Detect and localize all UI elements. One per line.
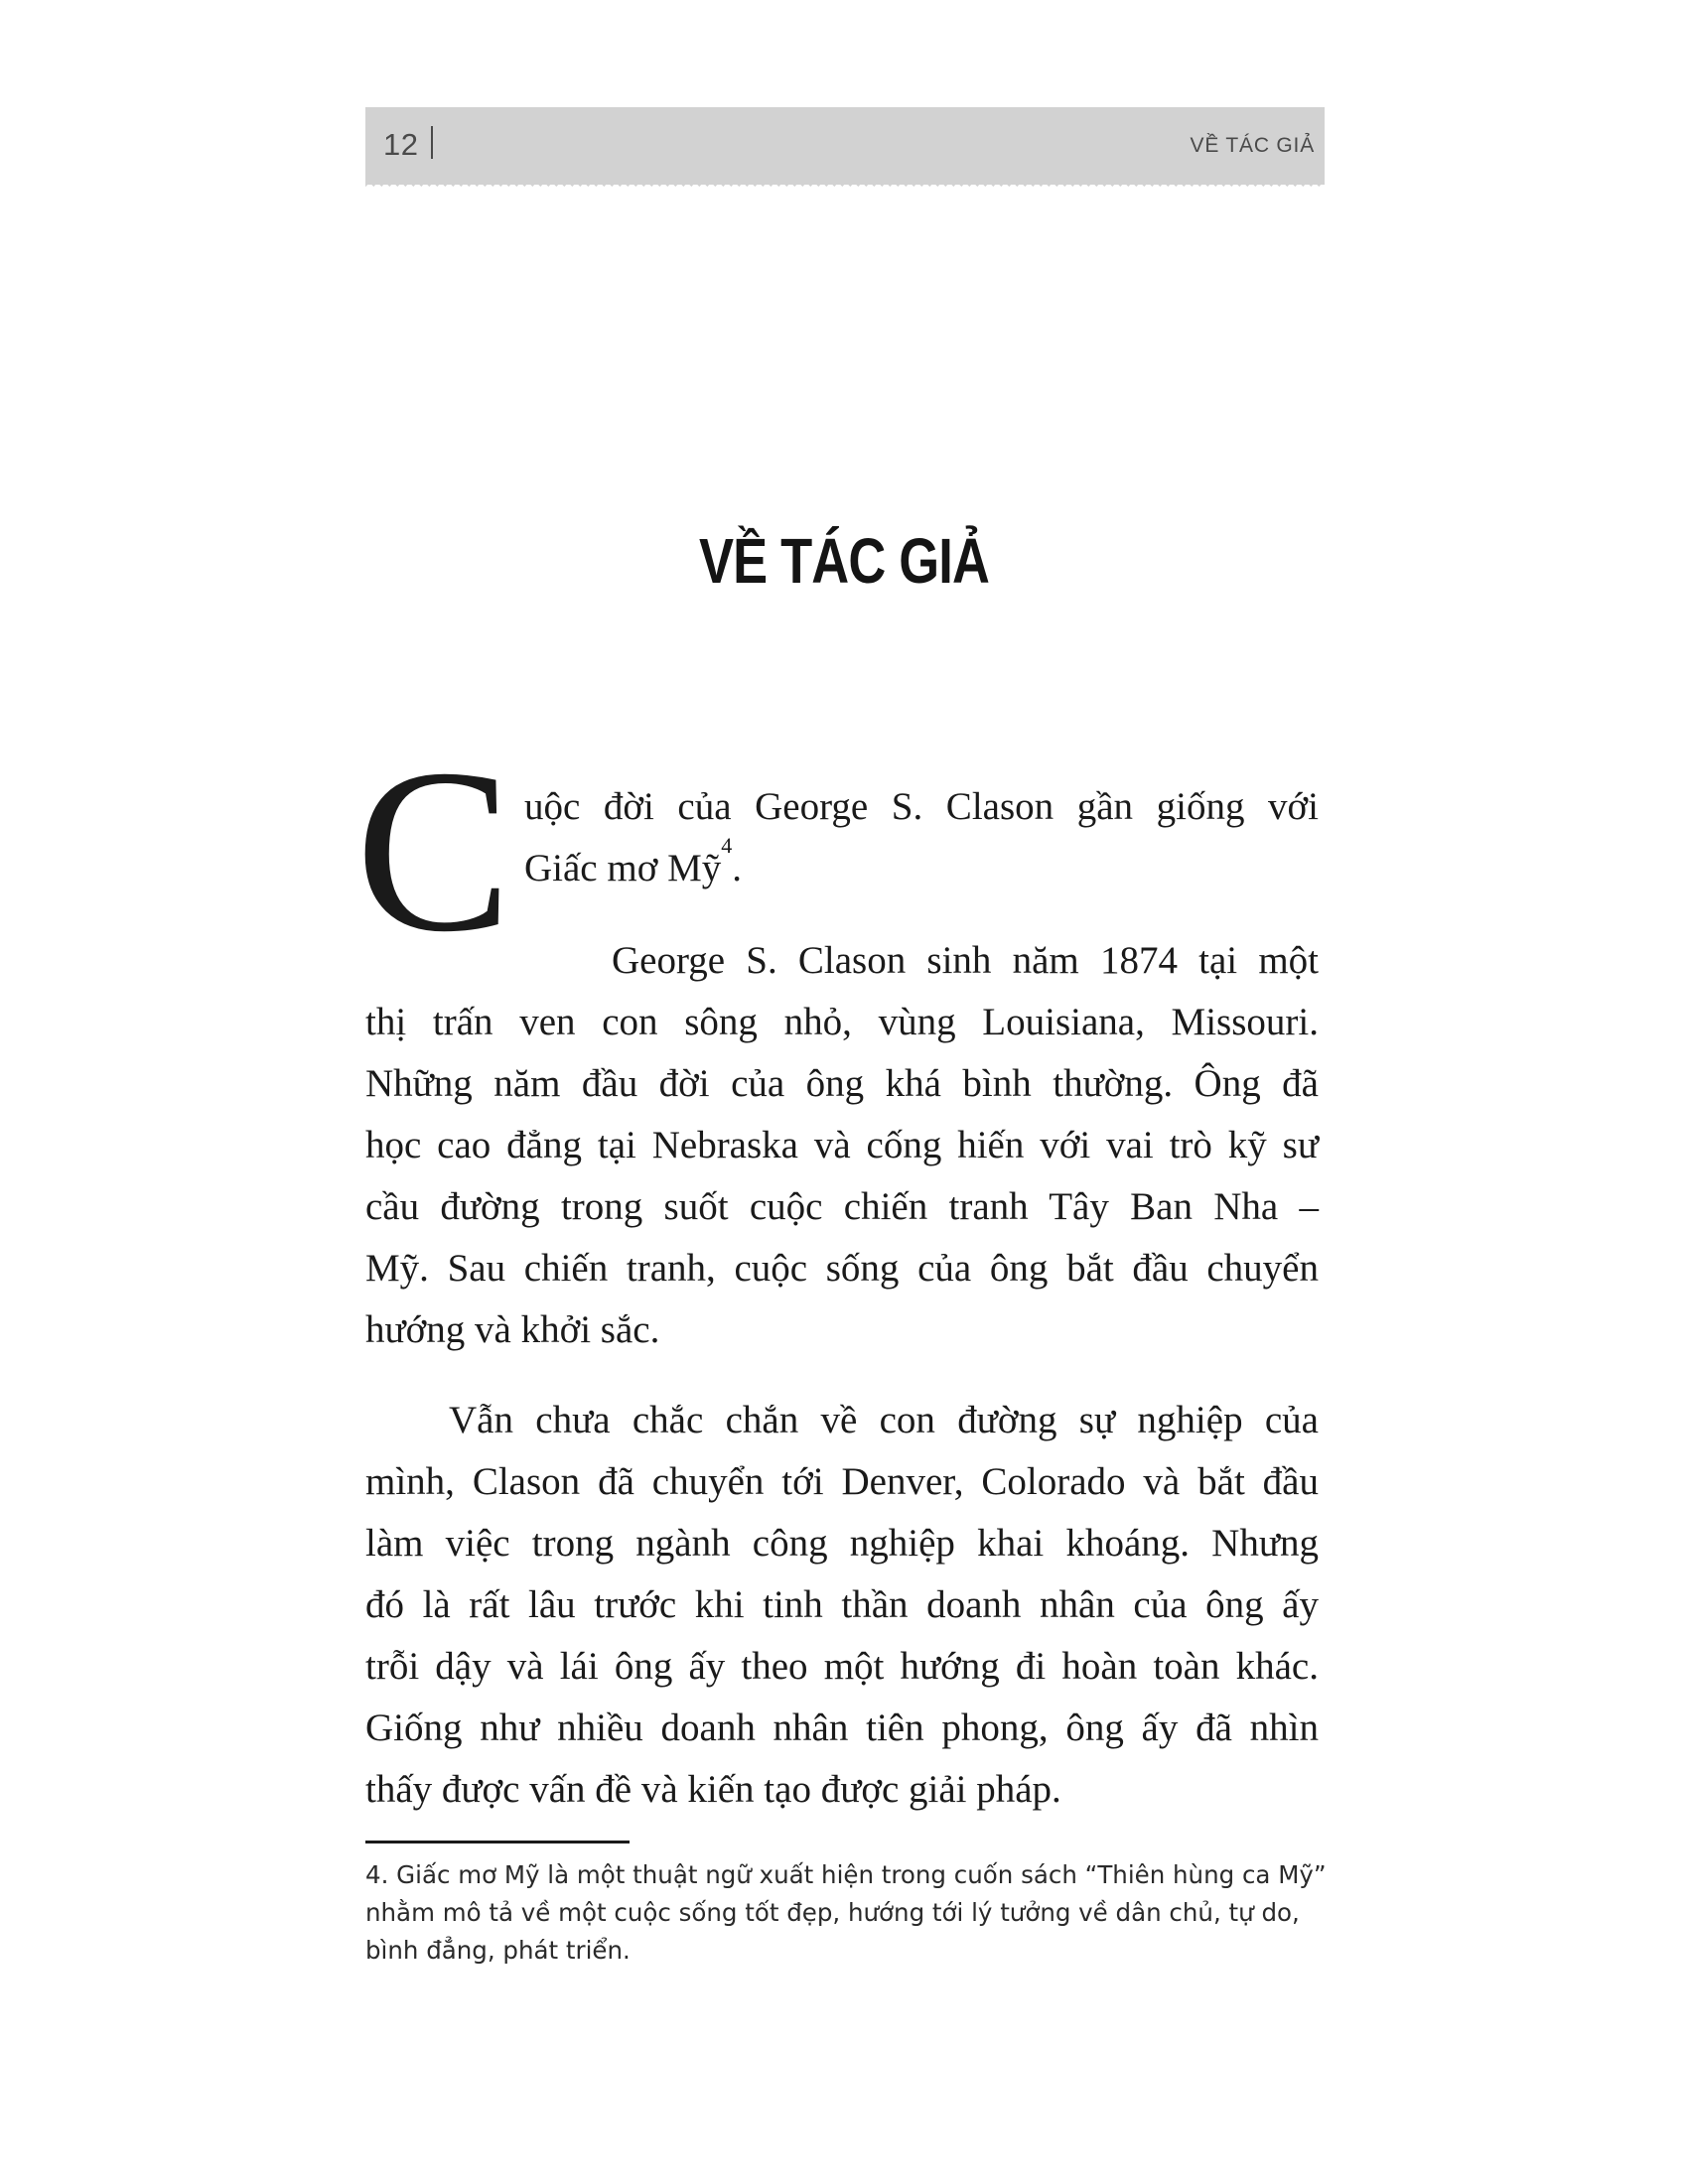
footnote xyxy=(365,1856,1327,1970)
text-line: Giống như nhiều doanh nhân tiên phong, ông ấy đã nhìn xyxy=(365,1706,1319,1749)
text-fragment: . xyxy=(732,847,743,889)
footnote-divider xyxy=(365,1841,630,1843)
footnote-line: bình đẳng, phát triển. xyxy=(365,1936,631,1965)
header-divider xyxy=(431,126,433,159)
paragraph-2 xyxy=(365,930,1319,1361)
paragraph-3 xyxy=(365,1390,1319,1821)
text-line: đó là rất lâu trước khi tinh thần doanh nhân của ông ấy xyxy=(365,1583,1319,1626)
page-number: 12 xyxy=(383,127,419,162)
drop-cap: C xyxy=(355,722,512,981)
text-fragment: Giấc mơ Mỹ xyxy=(524,847,722,889)
text-line: mình, Clason đã chuyển tới Denver, Colorado và bắt đầu xyxy=(365,1460,1319,1503)
footnote-line: nhằm mô tả về một cuộc sống tốt đẹp, hướng tới lý tưởng về dân chủ, tự do, xyxy=(365,1898,1300,1927)
text-line: hướng và khởi sắc. xyxy=(365,1308,660,1351)
text-line xyxy=(524,833,1319,899)
text-line: cầu đường trong suốt cuộc chiến tranh Tây Ban Nha – xyxy=(365,1185,1319,1228)
text-line: thấy được vấn đề và kiến tạo được giải pháp. xyxy=(365,1768,1061,1811)
footnote-ref[interactable]: 4 xyxy=(721,833,733,858)
text-line: học cao đẳng tại Nebraska và cống hiến với vai trò kỹ sư xyxy=(365,1124,1319,1166)
text-line: trỗi dậy và lái ông ấy theo một hướng đi hoàn toàn khác. xyxy=(365,1645,1319,1688)
running-header xyxy=(365,107,1325,185)
text-line: George S. Clason sinh năm 1874 tại một xyxy=(612,939,1319,982)
running-head-title: VỀ TÁC GIẢ xyxy=(1190,134,1315,157)
text-line: Những năm đầu đời của ông khá bình thường. Ông đã xyxy=(365,1062,1319,1105)
text-line: Mỹ. Sau chiến tranh, cuộc sống của ông bắt đầu chuyển xyxy=(365,1247,1319,1290)
text-line: Vẫn chưa chắc chắn về con đường sự nghiệp của xyxy=(449,1399,1319,1441)
text-line: làm việc trong ngành công nghiệp khai khoáng. Nhưng xyxy=(365,1522,1319,1565)
footnote-line: 4. Giấc mơ Mỹ là một thuật ngữ xuất hiện trong cuốn sách “Thiên hùng ca Mỹ” xyxy=(365,1860,1327,1889)
paragraph-1 xyxy=(524,776,1319,899)
text-line: uộc đời của George S. Clason gần giống với xyxy=(524,785,1319,828)
text-line: thị trấn ven con sông nhỏ, vùng Louisiana, Missouri. xyxy=(365,1001,1319,1043)
chapter-title: VỀ TÁC GIẢ xyxy=(698,525,990,597)
